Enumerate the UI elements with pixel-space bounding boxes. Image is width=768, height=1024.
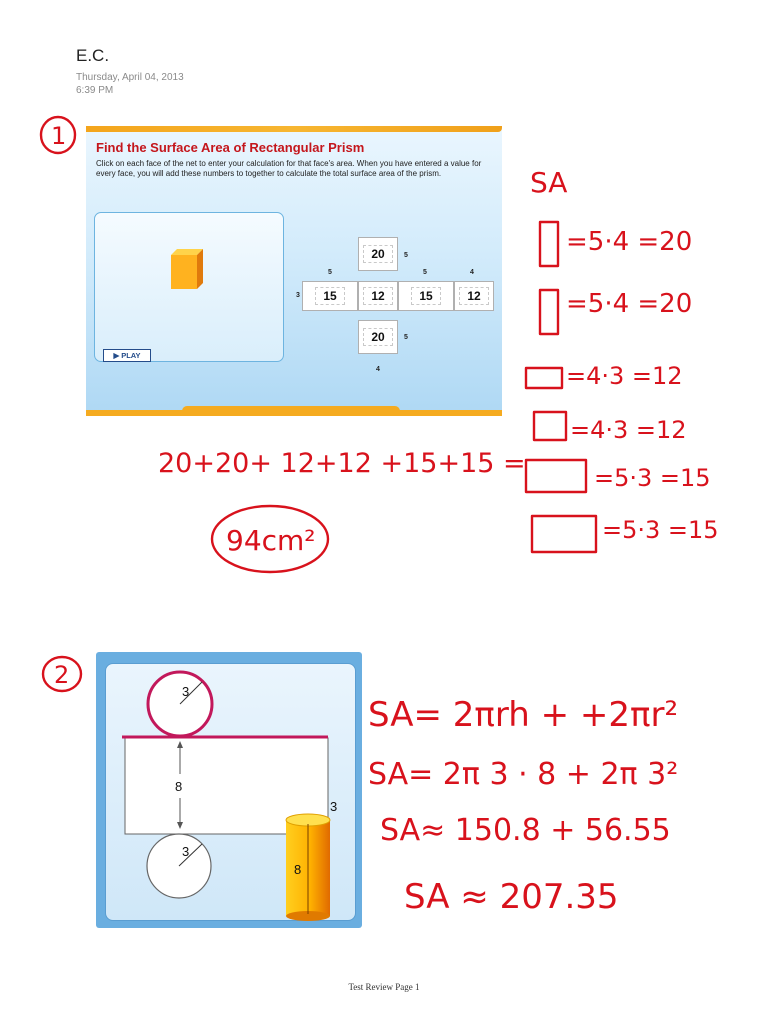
problem-1-number (38, 114, 78, 158)
top-accent-bar (86, 126, 502, 132)
net-face-back[interactable]: 12 (454, 281, 494, 311)
top-radius-label: 3 (182, 684, 190, 699)
problem-2-number (40, 652, 84, 696)
height-label: 8 (175, 779, 183, 794)
svg-text:94cm²: 94cm² (226, 524, 316, 557)
note-date: Thursday, April 04, 2013 (76, 72, 184, 83)
play-icon: ▶ (113, 351, 120, 360)
dim-label: 4 (470, 269, 474, 276)
rectangular-prism-icon (167, 247, 207, 291)
svg-text:=4·3 =12: =4·3 =12 (566, 362, 683, 390)
dim-label: 5 (404, 252, 408, 259)
cylinder-height-label: 8 (294, 862, 302, 877)
dim-label: 5 (404, 334, 408, 341)
svg-text:SA= 2πrh + +2πr²: SA= 2πrh + +2πr² (368, 695, 679, 735)
svg-text:SA: SA (530, 166, 568, 199)
bottom-radius-label: 3 (182, 844, 190, 859)
svg-text:=5·3 =15: =5·3 =15 (602, 516, 719, 544)
net-face-right[interactable]: 15 (398, 281, 454, 311)
activity-heading: Find the Surface Area of Rectangular Prism (96, 140, 365, 155)
problem-1-sum (150, 440, 526, 480)
dim-label: 4 (376, 366, 380, 373)
play-label: PLAY (121, 351, 141, 360)
svg-text:=5·4 =20: =5·4 =20 (566, 289, 693, 319)
page-title: E.C. (76, 46, 110, 65)
problem-2-work (364, 680, 764, 940)
net-face-top[interactable]: 20 (358, 237, 398, 271)
svg-text:20+20+ 12+12 +15+15 =: 20+20+ 12+12 +15+15 = (158, 448, 526, 479)
problem-1-face-areas (516, 160, 756, 560)
net-face-bottom[interactable]: 20 (358, 320, 398, 354)
net-face-front[interactable]: 12 (358, 281, 398, 311)
svg-text:1: 1 (51, 122, 67, 150)
bottom-accent-bar (86, 410, 502, 416)
play-button[interactable] (103, 349, 151, 362)
svg-text:SA ≈ 207.35: SA ≈ 207.35 (404, 877, 619, 917)
problem-1-answer (206, 500, 336, 580)
cylinder-net-diagram (96, 652, 362, 928)
surface-area-activity (86, 126, 502, 416)
dim-label: 3 (296, 292, 300, 299)
activity-instructions: Click on each face of the net to enter your calculation for that face's area. When you have entered a value for every face, you will add these numbers to together to calculate the total surface area of the prism. (96, 159, 482, 178)
svg-text:=5·3 =15: =5·3 =15 (594, 464, 711, 492)
cylinder-net-svg (96, 652, 362, 928)
dim-label: 5 (423, 269, 427, 276)
net-face-left[interactable]: 15 (302, 281, 358, 311)
dim-label: 5 (328, 269, 332, 276)
svg-text:2: 2 (54, 661, 70, 689)
svg-text:SA= 2π 3 · 8 + 2π 3²: SA= 2π 3 · 8 + 2π 3² (368, 757, 679, 792)
cylinder-radius-label: 3 (330, 799, 338, 814)
prism-preview (94, 212, 284, 362)
note-time: 6:39 PM (76, 85, 114, 96)
svg-text:=5·4 =20: =5·4 =20 (566, 227, 693, 257)
svg-text:=4·3 =12: =4·3 =12 (570, 416, 687, 444)
page-footer: Test Review Page 1 (348, 982, 420, 992)
svg-text:SA≈ 150.8 + 56.55: SA≈ 150.8 + 56.55 (380, 813, 671, 848)
